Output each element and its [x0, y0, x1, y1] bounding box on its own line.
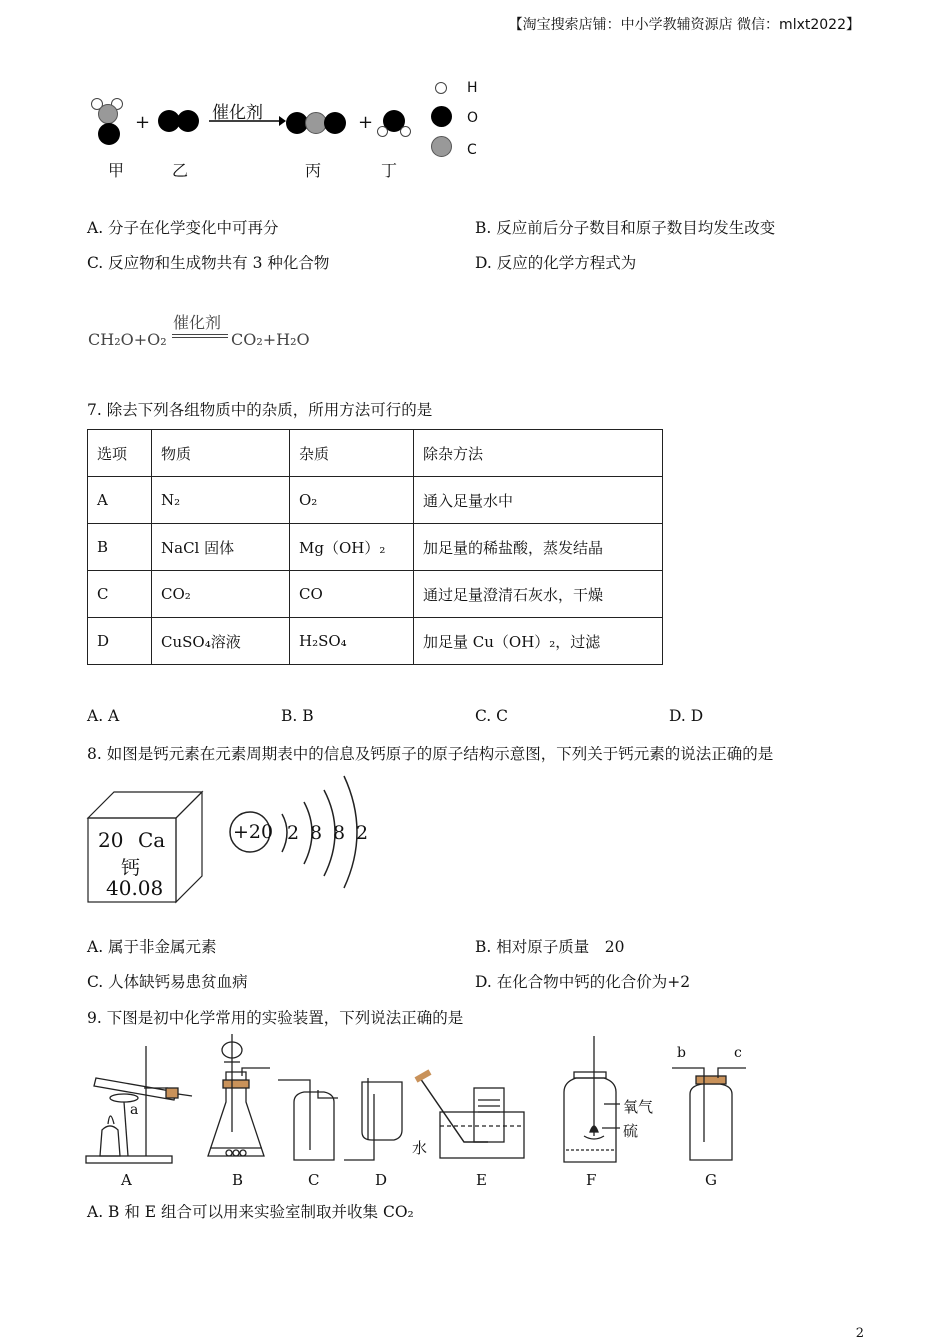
reaction-arrow [207, 115, 287, 127]
hydrogen-atom [400, 126, 411, 137]
table-cell: NaCl 固体 [152, 524, 290, 571]
legend-o: O [467, 110, 479, 126]
q6-option-d: D. 反应的化学方程式为 [475, 254, 637, 272]
shell-electrons-2: 8 [310, 822, 323, 844]
label-oxygen: 氧气 [623, 1098, 654, 1116]
q7-option-b: B. B [281, 707, 314, 725]
legend-oxygen-atom [431, 106, 452, 127]
equation-right: CO₂+H₂O [231, 330, 310, 349]
table-header-cell: 选项 [88, 430, 152, 477]
table-cell: C [88, 571, 152, 618]
q6-option-a: A. 分子在化学变化中可再分 [87, 219, 279, 237]
q8-option-a: A. 属于非金属元素 [87, 938, 217, 956]
legend-hydrogen-atom [435, 82, 447, 94]
table-cell: 通入足量水中 [414, 477, 663, 524]
table-row [88, 524, 663, 571]
table-cell: B [88, 524, 152, 571]
element-symbol: Ca [138, 828, 166, 852]
table-cell: CuSO₄溶液 [152, 618, 290, 665]
legend-h: H [467, 80, 478, 96]
label-b: b [677, 1045, 686, 1061]
q7-option-a: A. A [87, 707, 120, 725]
atomic-number: 20 [98, 828, 124, 852]
q7-option-d: D. D [669, 707, 704, 725]
equation-catalyst: 催化剂 [173, 313, 222, 332]
q8-option-c: C. 人体缺钙易患贫血病 [87, 973, 248, 991]
table-header-cell: 除杂方法 [414, 430, 663, 477]
equation-equals-sign [172, 334, 228, 338]
apparatus-g [672, 1068, 746, 1160]
apparatus-b [208, 1034, 270, 1156]
shell-electrons-1: 2 [287, 822, 300, 844]
table-cell: N₂ [152, 477, 290, 524]
table-header-cell: 物质 [152, 430, 290, 477]
impurity-table [87, 429, 663, 665]
q6-option-b: B. 反应前后分子数目和原子数目均发生改变 [475, 219, 776, 237]
equation-left: CH₂O+O₂ [88, 330, 167, 349]
element-name: 钙 [121, 857, 141, 879]
page-number: 2 [855, 1326, 864, 1341]
table-header-row [88, 430, 663, 477]
q9-stem: 9. 下图是初中化学常用的实验装置，下列说法正确的是 [87, 1009, 464, 1027]
table-cell: 加足量 Cu（OH）₂，过滤 [414, 618, 663, 665]
apparatus-label-b: B [232, 1171, 244, 1189]
apparatus-d [344, 1078, 402, 1160]
apparatus-label-e: E [476, 1171, 487, 1189]
apparatus-label-g: G [705, 1171, 717, 1189]
oxygen-atom [98, 123, 120, 145]
label-jia: 甲 [108, 161, 125, 180]
table-row [88, 477, 663, 524]
carbon-atom [98, 104, 118, 124]
q9-option-a: A. B 和 E 组合可以用来实验室制取并收集 CO₂ [87, 1203, 414, 1221]
apparatus-e [416, 1072, 524, 1158]
label-yi: 乙 [172, 161, 189, 180]
shell-electrons-4: 2 [356, 822, 369, 844]
plus-sign: + [135, 112, 151, 133]
table-cell: O₂ [290, 477, 414, 524]
q7-option-c: C. C [475, 707, 509, 725]
apparatus-c [278, 1080, 338, 1160]
label-water: 水 [412, 1139, 428, 1157]
table-cell: 通过足量澄清石灰水，干燥 [414, 571, 663, 618]
table-cell: CO₂ [152, 571, 290, 618]
page-header: 【淘宝搜索店铺：中小学教辅资源店 微信：mlxt2022】 [508, 17, 860, 33]
apparatus-label-d: D [375, 1171, 388, 1189]
table-cell: H₂SO₄ [290, 618, 414, 665]
table-header-cell: 杂质 [290, 430, 414, 477]
catalyst-label: 催化剂 [212, 103, 263, 123]
plus-sign: + [358, 112, 374, 133]
label-ding: 丁 [381, 161, 398, 180]
oxygen-atom [177, 110, 199, 132]
label-c: c [734, 1045, 742, 1061]
label-a-point: a [130, 1102, 139, 1118]
legend-carbon-atom [431, 136, 452, 157]
label-bing: 丙 [305, 161, 322, 180]
oxygen-atom [324, 112, 346, 134]
q6-option-c: C. 反应物和生成物共有 3 种化合物 [87, 254, 330, 272]
nucleus-charge: +20 [233, 821, 274, 843]
table-cell: 加足量的稀盐酸，蒸发结晶 [414, 524, 663, 571]
apparatus-label-c: C [308, 1171, 320, 1189]
shell-electrons-3: 8 [333, 822, 346, 844]
q8-option-d: D. 在化合物中钙的化合价为+2 [475, 973, 691, 991]
apparatus-label-a: A [121, 1171, 132, 1189]
q8-stem: 8. 如图是钙元素在元素周期表中的信息及钙原子的原子结构示意图，下列关于钙元素的说法正确的是 [87, 745, 774, 763]
table-cell: A [88, 477, 152, 524]
atomic-mass: 40.08 [106, 876, 164, 900]
apparatus-label-f: F [586, 1171, 597, 1189]
apparatus-a [86, 1046, 192, 1163]
label-sulfur: 硫 [623, 1122, 639, 1140]
table-row [88, 618, 663, 665]
legend-c: C [467, 142, 477, 158]
q7-stem: 7. 除去下列各组物质中的杂质，所用方法可行的是 [87, 401, 433, 419]
q8-option-b: B. 相对原子质量 20 [475, 938, 625, 956]
table-row [88, 571, 663, 618]
table-cell: Mg（OH）₂ [290, 524, 414, 571]
apparatus-f [564, 1036, 620, 1162]
table-cell: D [88, 618, 152, 665]
table-cell: CO [290, 571, 414, 618]
hydrogen-atom [377, 126, 388, 137]
